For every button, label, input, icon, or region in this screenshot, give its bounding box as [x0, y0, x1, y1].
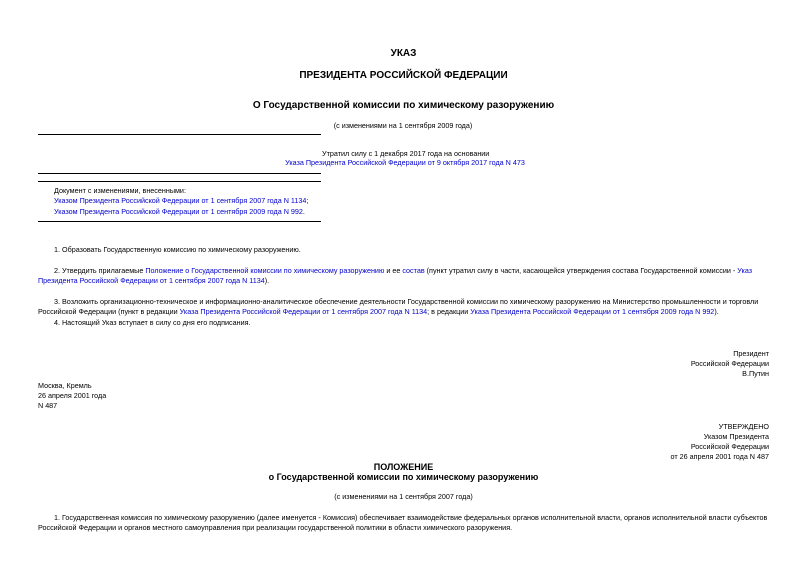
amendment-item	[54, 196, 308, 205]
number: N 487	[38, 401, 58, 410]
document-title: О Государственной комиссии по химическому разоружению	[252, 100, 555, 111]
paragraph-1: 1. Образовать Государственную комиссию по химическому разоружению.	[54, 245, 301, 254]
decree-subtitle: ПРЕЗИДЕНТА РОССИЙСКОЙ ФЕДЕРАЦИИ	[299, 70, 508, 81]
decree-link[interactable]: Указа Президента Российской Федерации от 1 сентября 2007 года N 1134	[179, 307, 428, 316]
amendments-label: Документ с изменениями, внесенными:	[54, 186, 186, 195]
place: Москва, Кремль	[38, 381, 92, 390]
divider	[38, 173, 321, 174]
changes-note: (с изменениями на 1 сентября 2009 года)	[333, 121, 473, 130]
expired-link[interactable]: Указа Президента Российской Федерации от 9 октября 2017 года N 473	[285, 158, 525, 167]
decree-link[interactable]: Указ Президента Российской Федерации от 1 сентября 2007 года N 1134	[38, 266, 753, 285]
separator: ;	[306, 196, 309, 205]
approved-line: от 26 апреля 2001 года N 487	[670, 452, 769, 461]
signature-country: Российской Федерации	[690, 359, 769, 368]
regulation-subtitle: о Государственной комиссии по химическому разоружению	[268, 472, 539, 482]
regulation-changes-note: (с изменениями на 1 сентября 2007 года)	[334, 492, 473, 501]
divider	[38, 221, 321, 222]
expired-notice: Утратил силу с 1 декабря 2017 года на основании	[322, 149, 490, 158]
signature-title: Президент	[733, 349, 769, 358]
paragraph-3: 3. Возложить организационно-техническое и информационно-аналитическое обеспечение деятельности Государственной комиссии по химическому разоружению на Министерство промышленности и торговли Российской Федерации (пункт в редакции Указа Президента Российской Федерации от 1 сентября 2007 года N 1134; в редакции Указа Президента Российской Федерации от 1 сентября 2009 года N 992).	[38, 297, 759, 316]
paragraph-2: 2. Утвердить прилагаемые Положение о Государственной комиссии по химическому разоружению и ее состав (пункт утратил силу в части, касающейся утверждения состава Государственной комиссии - Указ Президента Российской Федерации от 1 сентября 2007 года N 1134).	[38, 266, 753, 285]
decree-link[interactable]: Указа Президента Российской Федерации от 1 сентября 2009 года N 992	[470, 307, 715, 316]
approved-line: Российской Федерации	[690, 442, 769, 451]
regulation-title: ПОЛОЖЕНИЕ	[373, 462, 434, 472]
decree-title: УКАЗ	[390, 48, 417, 59]
regulation-paragraph-1: 1. Государственная комиссия по химическому разоружению (далее именуется - Комиссия) обеспечивает взаимодействие федеральных органов исполнительной власти, органов исполнительной власти субъектов Российской Федерации и органов местного самоуправления при реализации государственной политики в области химического разоружения.	[38, 513, 768, 532]
paragraph-4: 4. Настоящий Указ вступает в силу со дня его подписания.	[54, 318, 251, 327]
signature-name: В.Путин	[742, 369, 769, 378]
separator: .	[302, 207, 305, 216]
composition-link[interactable]: состав	[402, 266, 425, 275]
divider	[38, 134, 321, 135]
amendment-link[interactable]: Указом Президента Российской Федерации от 1 сентября 2009 года N 992	[54, 207, 303, 216]
amendment-item	[54, 207, 305, 216]
regulation-link[interactable]: Положение о Государственной комиссии по химическому разоружению	[145, 266, 385, 275]
approved-title: УТВЕРЖДЕНО	[718, 422, 769, 431]
approved-line: Указом Президента	[703, 432, 769, 441]
amendment-link[interactable]: Указом Президента Российской Федерации от 1 сентября 2007 года N 1134	[54, 196, 307, 205]
divider	[38, 181, 321, 182]
date: 26 апреля 2001 года	[38, 391, 107, 400]
